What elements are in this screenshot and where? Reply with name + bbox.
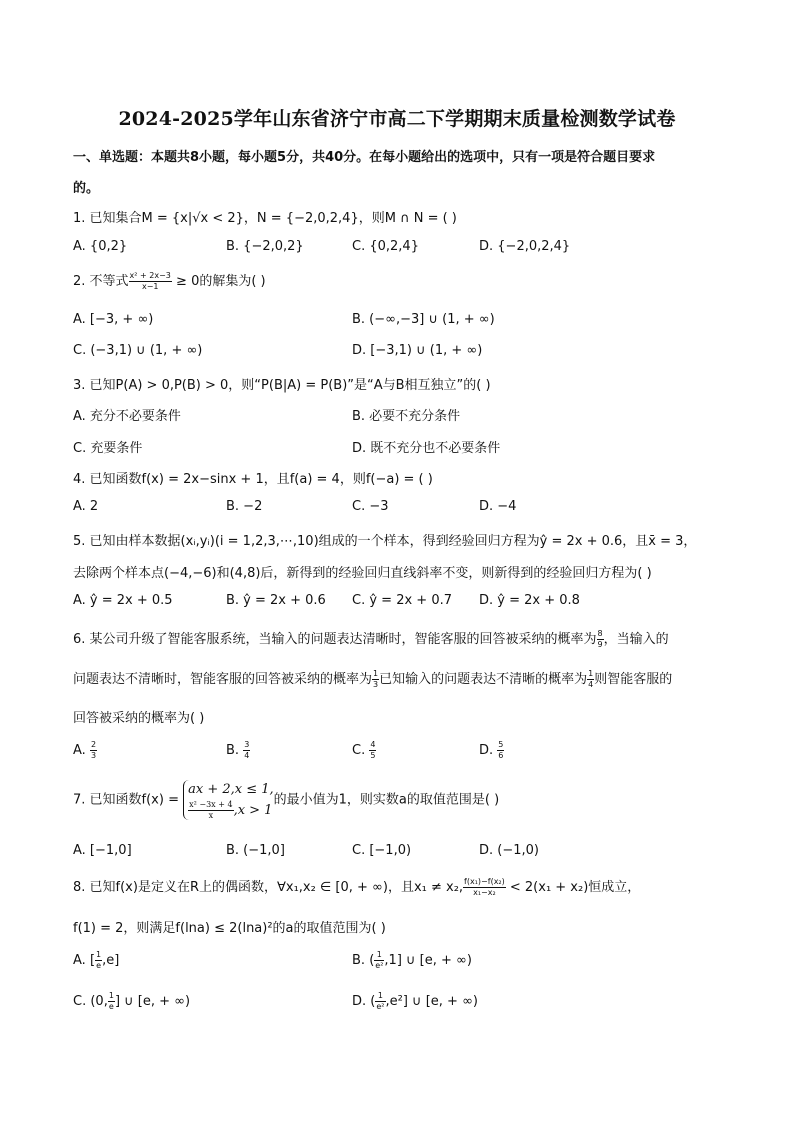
question-3: 3. 已知P(A) > 0,P(B) > 0，则“P(B|A) = P(B)”是“A与B相互独立”的( ) — [73, 378, 491, 393]
q6-c-den: 5 — [370, 751, 376, 760]
q8-d-open: ( — [370, 994, 376, 1009]
q4-option-a: A. 2 — [73, 499, 99, 514]
q2-prefix: 2. 不等式 — [73, 274, 129, 289]
q6-text-b: ，当输入的 — [603, 632, 669, 647]
q2-option-a: A. [−3, + ∞) — [73, 312, 154, 327]
q8-c-den: e — [108, 1002, 114, 1011]
q7-option-a: A. [−1,0] — [73, 843, 132, 858]
q7-option-b: B. (−1,0] — [226, 843, 285, 858]
q6-option-a — [73, 740, 97, 761]
q6-d-num: 5 — [498, 740, 504, 749]
q8-c-rest: ] ∪ [e, + ∞) — [114, 994, 191, 1009]
q6-c-label: C. — [352, 743, 366, 758]
q8-b-den: e² — [375, 961, 384, 970]
q8-a-rest: ,e] — [102, 953, 120, 968]
q6-text-e: 则智能客服的 — [594, 672, 673, 687]
q6-d-label: D. — [479, 743, 494, 758]
question-8-cont: f(1) = 2，则满足f(lna) ≤ 2(lna)²的a的取值范围为( ) — [73, 921, 386, 936]
section-instruction: 一、单选题：本题共8小题，每小题5分，共40分。在每小题给出的选项中，只有一项是符合题目要求 — [73, 150, 656, 165]
q8-d-rest: ,e²] ∪ [e, + ∞) — [385, 994, 478, 1009]
question-6-cont — [73, 668, 672, 690]
q8-frac-den: x₁−x₂ — [473, 888, 496, 897]
q6-frac-unclear-den: 3 — [373, 680, 379, 689]
question-5-cont: 去除两个样本点(−4,−6)和(4,8)后，新得到的经验回归直线斜率不变，则新得到的经验回归方程为( ) — [73, 566, 652, 581]
q7-piece-2 — [188, 800, 274, 820]
question-6-end: 回答被采纳的概率为( ) — [73, 711, 205, 726]
q5-option-a: A. ŷ = 2x + 0.5 — [73, 593, 173, 608]
q8-option-d — [352, 991, 478, 1012]
question-2 — [73, 270, 266, 292]
q8-c-open: (0, — [90, 994, 108, 1009]
q6-a-den: 3 — [90, 751, 97, 760]
q5-option-b: B. ŷ = 2x + 0.6 — [226, 593, 326, 608]
q6-option-b — [226, 740, 250, 761]
q7-piece-1: ax + 2,x ≤ 1, — [188, 782, 274, 797]
q6-b-label: B. — [226, 743, 240, 758]
q4-option-d: D. −4 — [479, 499, 517, 514]
q6-option-c — [352, 740, 376, 761]
q1-option-a: A. {0,2} — [73, 239, 128, 254]
q6-c-num: 4 — [370, 740, 376, 749]
question-4: 4. 已知函数f(x) = 2x−sinx + 1，且f(a) = 4，则f(−a) = ( ) — [73, 472, 433, 487]
question-6 — [73, 628, 669, 650]
q8-frac-num: f(x₁)−f(x₂) — [464, 877, 505, 886]
q8-a-open: [ — [89, 953, 96, 968]
question-5: 5. 已知由样本数据(xᵢ,yᵢ)(i = 1,2,3,⋯,10)组成的一个样本，得到经验回归方程为ŷ = 2x + 0.6，且x̄ = 3， — [73, 534, 697, 549]
q8-b-open: ( — [369, 953, 375, 968]
question-1: 1. 已知集合M = {x|√x < 2}，N = {−2,0,2,4}，则M ∩ N = ( ) — [73, 211, 457, 226]
q7-piece2-num: x² −3x + 4 — [189, 800, 233, 809]
q8-d-label: D. — [352, 994, 367, 1009]
q6-frac-unclear-num: 1 — [373, 669, 379, 678]
q6-text-c: 问题表达不清晰时，智能客服的回答被采纳的概率为 — [73, 672, 373, 687]
q8-option-c — [73, 991, 190, 1012]
q2-fraction — [129, 271, 172, 292]
q8-text-b: < 2(x₁ + x₂)恒成立， — [505, 880, 641, 895]
q6-frac-clear — [597, 629, 604, 650]
q7-piece2-den: x — [208, 811, 214, 820]
q8-d-num: 1 — [375, 991, 385, 1002]
q6-b-num: 3 — [244, 740, 250, 749]
q6-frac-prob-den: 4 — [588, 680, 594, 689]
q8-a-label: A. — [73, 953, 86, 968]
q5-option-c: C. ŷ = 2x + 0.7 — [352, 593, 452, 608]
q7-piecewise — [183, 780, 274, 820]
q6-frac-clear-den: 9 — [597, 640, 603, 649]
question-8 — [73, 876, 640, 898]
q6-text-d: 已知输入的问题表达不清晰的概率为 — [379, 672, 588, 687]
q7-option-c: C. [−1,0) — [352, 843, 412, 858]
q7-piece2-cond: ,x > 1 — [233, 803, 273, 818]
q6-frac-clear-num: 8 — [597, 629, 603, 638]
q8-text-a: 8. 已知f(x)是定义在R上的偶函数，∀x₁,x₂ ∈ [0, + ∞)，且x₁ ≠ x₂, — [73, 880, 464, 895]
section-instruction-cont: 的。 — [73, 181, 100, 196]
q8-b-label: B. — [352, 953, 366, 968]
q8-a-num: 1 — [96, 950, 102, 959]
q4-option-c: C. −3 — [352, 499, 389, 514]
q2-suffix: ≥ 0的解集为( ) — [171, 274, 266, 289]
q2-option-c: C. (−3,1) ∪ (1, + ∞) — [73, 343, 203, 358]
q3-option-d: D. 既不充分也不必要条件 — [352, 441, 501, 456]
q1-option-d: D. {−2,0,2,4} — [479, 239, 571, 254]
q7-suffix: 的最小值为1，则实数a的取值范围是( ) — [273, 792, 500, 808]
question-7 — [73, 780, 499, 820]
q4-option-b: B. −2 — [226, 499, 263, 514]
q7-option-d: D. (−1,0) — [479, 843, 539, 858]
q6-option-d — [479, 740, 504, 761]
q8-option-a — [73, 950, 119, 971]
q1-option-c: C. {0,2,4} — [352, 239, 419, 254]
q3-option-b: B. 必要不充分条件 — [352, 409, 461, 424]
q2-frac-num: x² + 2x−3 — [129, 271, 171, 280]
q3-option-a: A. 充分不必要条件 — [73, 409, 181, 424]
q8-d-den: e² — [376, 1002, 385, 1011]
q6-b-den: 4 — [244, 751, 250, 760]
q7-prefix: 7. 已知函数f(x) = — [73, 792, 184, 808]
q6-d-den: 6 — [498, 751, 504, 760]
q6-a-label: A. — [73, 743, 86, 758]
q8-c-label: C. — [73, 994, 87, 1009]
q1-option-b: B. {−2,0,2} — [226, 239, 304, 254]
q8-b-rest: ,1] ∪ [e, + ∞) — [384, 953, 472, 968]
q6-text-a: 6. 某公司升级了智能客服系统，当输入的问题表达清晰时，智能客服的回答被采纳的概率为 — [73, 632, 597, 647]
q2-option-b: B. (−∞,−3] ∪ (1, + ∞) — [352, 312, 495, 327]
q5-option-d: D. ŷ = 2x + 0.8 — [479, 593, 580, 608]
q8-a-den: e — [96, 961, 102, 970]
q8-fraction — [463, 877, 506, 898]
q6-frac-prob-num: 1 — [588, 669, 594, 678]
q8-b-num: 1 — [374, 950, 384, 961]
exam-title: 2024-2025学年山东省济宁市高二下学期期末质量检测数学试卷 — [118, 108, 676, 130]
q8-option-b — [352, 950, 472, 971]
q2-frac-den: x−1 — [141, 282, 159, 291]
q3-option-c: C. 充要条件 — [73, 441, 143, 456]
q6-a-num: 2 — [90, 740, 97, 749]
q2-option-d: D. [−3,1) ∪ (1, + ∞) — [352, 343, 483, 358]
q8-c-num: 1 — [108, 991, 114, 1000]
